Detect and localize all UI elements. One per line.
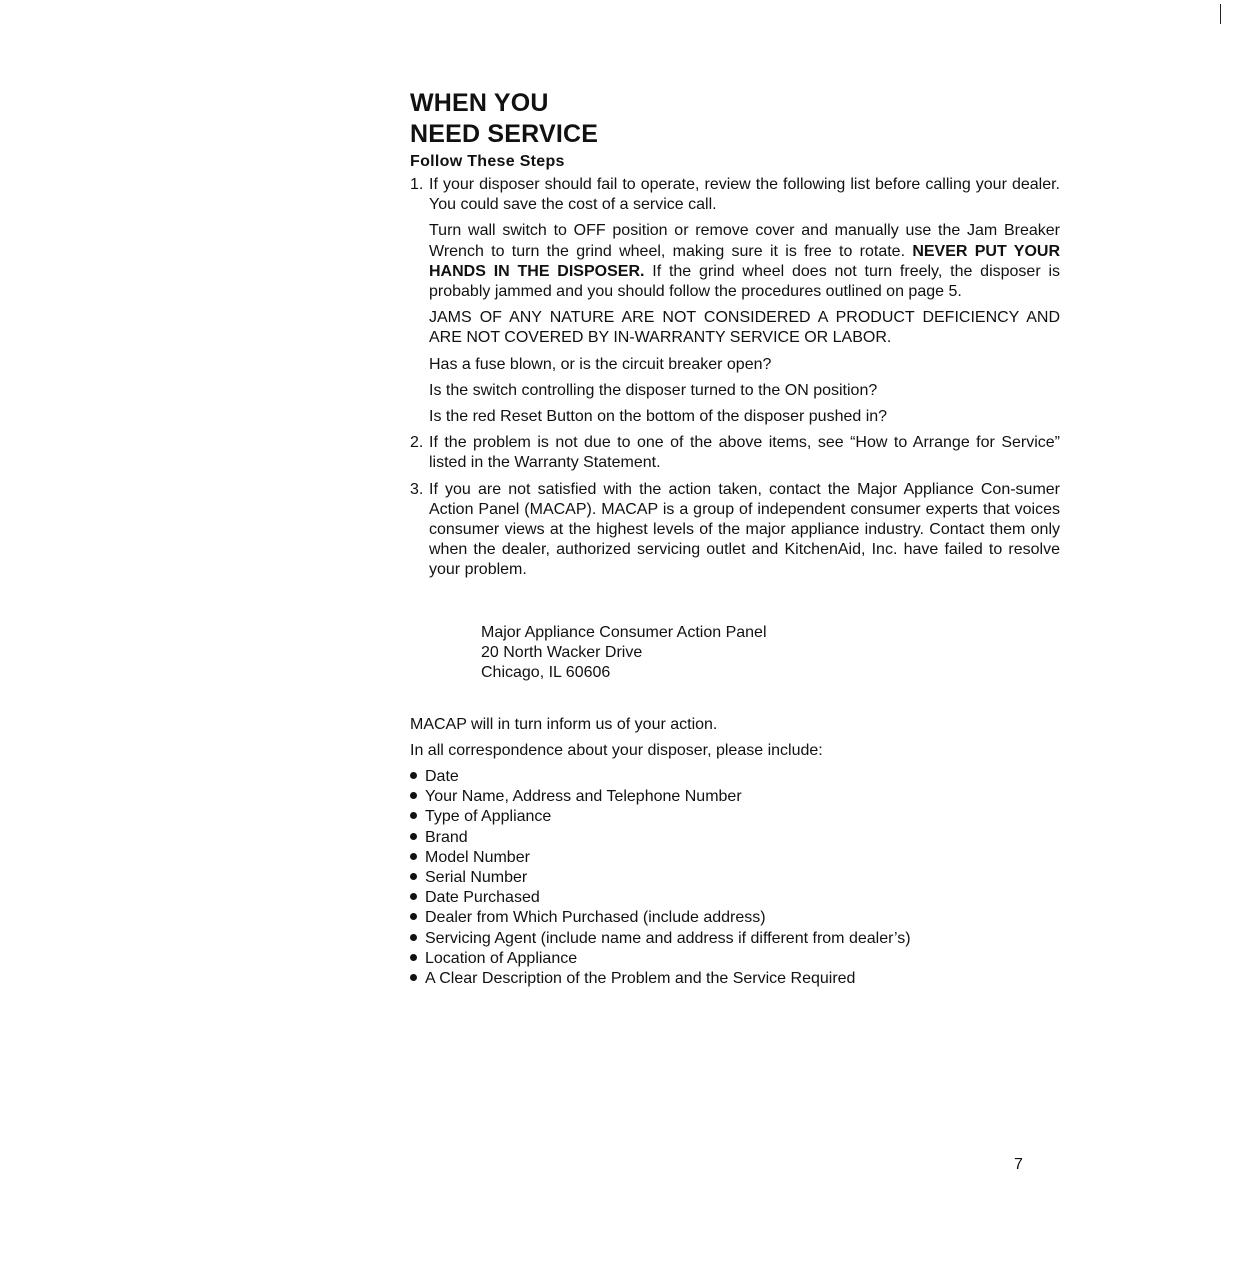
macap-address bbox=[481, 623, 1060, 683]
bullet-icon bbox=[410, 833, 417, 840]
wrench-text-before: Turn wall switch to OFF position or remove cover and manually use the Jam Breaker Wrench to turn the grind wheel, making sure it is free to rotate. bbox=[429, 222, 1060, 260]
include-intro: In all correspondence about your disposer, please include: bbox=[410, 741, 823, 759]
list-item-text: Your Name, Address and Telephone Number bbox=[425, 788, 742, 806]
list-item-text: Date bbox=[425, 768, 459, 786]
include-list bbox=[410, 767, 1060, 989]
wrench-text-after: If the grind wheel does not turn freely, the disposer is probably jammed and you should follow the procedures outlined on page 5. bbox=[429, 262, 1061, 301]
bullet-icon bbox=[410, 812, 417, 819]
macap-note: MACAP will in turn inform us of your action. bbox=[410, 715, 718, 733]
bullet-icon bbox=[410, 913, 417, 920]
list-item-text: A Clear Description of the Problem and the Service Required bbox=[425, 970, 856, 988]
list-item bbox=[410, 969, 1060, 989]
list-item-text: Brand bbox=[425, 828, 468, 846]
steps-list bbox=[410, 175, 1060, 581]
list-item bbox=[410, 868, 1060, 888]
address-line-1: Major Appliance Consumer Action Panel bbox=[481, 623, 767, 641]
bullet-icon bbox=[410, 893, 417, 900]
list-item bbox=[410, 949, 1060, 969]
jams-disclaimer: JAMS OF ANY NATURE ARE NOT CONSIDERED A PRODUCT DEFICIENCY AND ARE NOT COVERED BY IN-WARRANTY SERVICE OR LABOR. bbox=[429, 309, 1060, 347]
list-item bbox=[410, 848, 1060, 868]
title-line-1: WHEN YOU bbox=[410, 89, 549, 117]
bullet-icon bbox=[410, 853, 417, 860]
step-2 bbox=[410, 433, 1060, 473]
step-3 bbox=[410, 480, 1060, 581]
bullet-icon bbox=[410, 873, 417, 880]
step-number: 2. bbox=[410, 434, 424, 452]
list-item bbox=[410, 908, 1060, 928]
page-title bbox=[410, 88, 1060, 150]
address-line-3: Chicago, IL 60606 bbox=[481, 663, 611, 681]
title-line-2: NEED SERVICE bbox=[410, 120, 599, 148]
list-item bbox=[410, 787, 1060, 807]
list-item-text: Dealer from Which Purchased (include address) bbox=[425, 909, 766, 927]
page-number: 7 bbox=[1014, 1156, 1023, 1173]
check-fuse: Has a fuse blown, or is the circuit breaker open? bbox=[429, 355, 772, 373]
list-item-text: Date Purchased bbox=[425, 889, 540, 907]
list-item bbox=[410, 767, 1060, 787]
step-number: 3. bbox=[410, 480, 424, 498]
list-item bbox=[410, 888, 1060, 908]
step-1 bbox=[410, 175, 1060, 427]
step-number: 1. bbox=[410, 176, 424, 193]
list-item-text: Type of Appliance bbox=[425, 808, 552, 826]
check-reset-button: Is the red Reset Button on the bottom of the disposer pushed in? bbox=[429, 408, 888, 426]
step-1-wrench-instructions bbox=[429, 221, 1060, 302]
list-item-text: Servicing Agent (include name and address if different from dealer’s) bbox=[425, 929, 911, 947]
bullet-icon bbox=[410, 954, 417, 961]
list-item bbox=[410, 828, 1060, 848]
bullet-icon bbox=[410, 772, 417, 779]
page-edge-mark bbox=[1220, 4, 1221, 24]
step-3-text: If you are not satisfied with the action taken, contact the Major Appliance Con-sumer Action Panel (MACAP). MACAP is a group of independent consumer experts that voices consumer views at the highest levels of the major appliance industry. Contact them only when the dealer, authorized servicing outlet and KitchenAid, Inc. have failed to resolve your problem. bbox=[429, 480, 1060, 579]
bullet-icon bbox=[410, 792, 417, 799]
list-item bbox=[410, 807, 1060, 827]
list-item-text: Location of Appliance bbox=[425, 949, 578, 967]
address-line-2: 20 North Wacker Drive bbox=[481, 643, 643, 661]
section-subtitle: Follow These Steps bbox=[410, 153, 565, 170]
bullet-icon bbox=[410, 934, 417, 941]
list-item-text: Model Number bbox=[425, 848, 530, 866]
correspondence-section bbox=[410, 715, 1060, 990]
service-section bbox=[410, 88, 1060, 989]
bullet-icon bbox=[410, 974, 417, 981]
step-1-intro: If your disposer should fail to operate, review the following list before calling your dealer. You could save the cost of a service call. bbox=[429, 176, 1060, 214]
warning-never-hands: NEVER PUT YOUR HANDS IN THE DISPOSER. bbox=[429, 242, 1061, 280]
check-switch: Is the switch controlling the disposer turned to the ON position? bbox=[429, 381, 878, 399]
step-2-text: If the problem is not due to one of the above items, see “How to Arrange for Service” listed in the Warranty Statement. bbox=[429, 434, 1060, 472]
list-item bbox=[410, 929, 1060, 949]
list-item-text: Serial Number bbox=[425, 869, 528, 887]
